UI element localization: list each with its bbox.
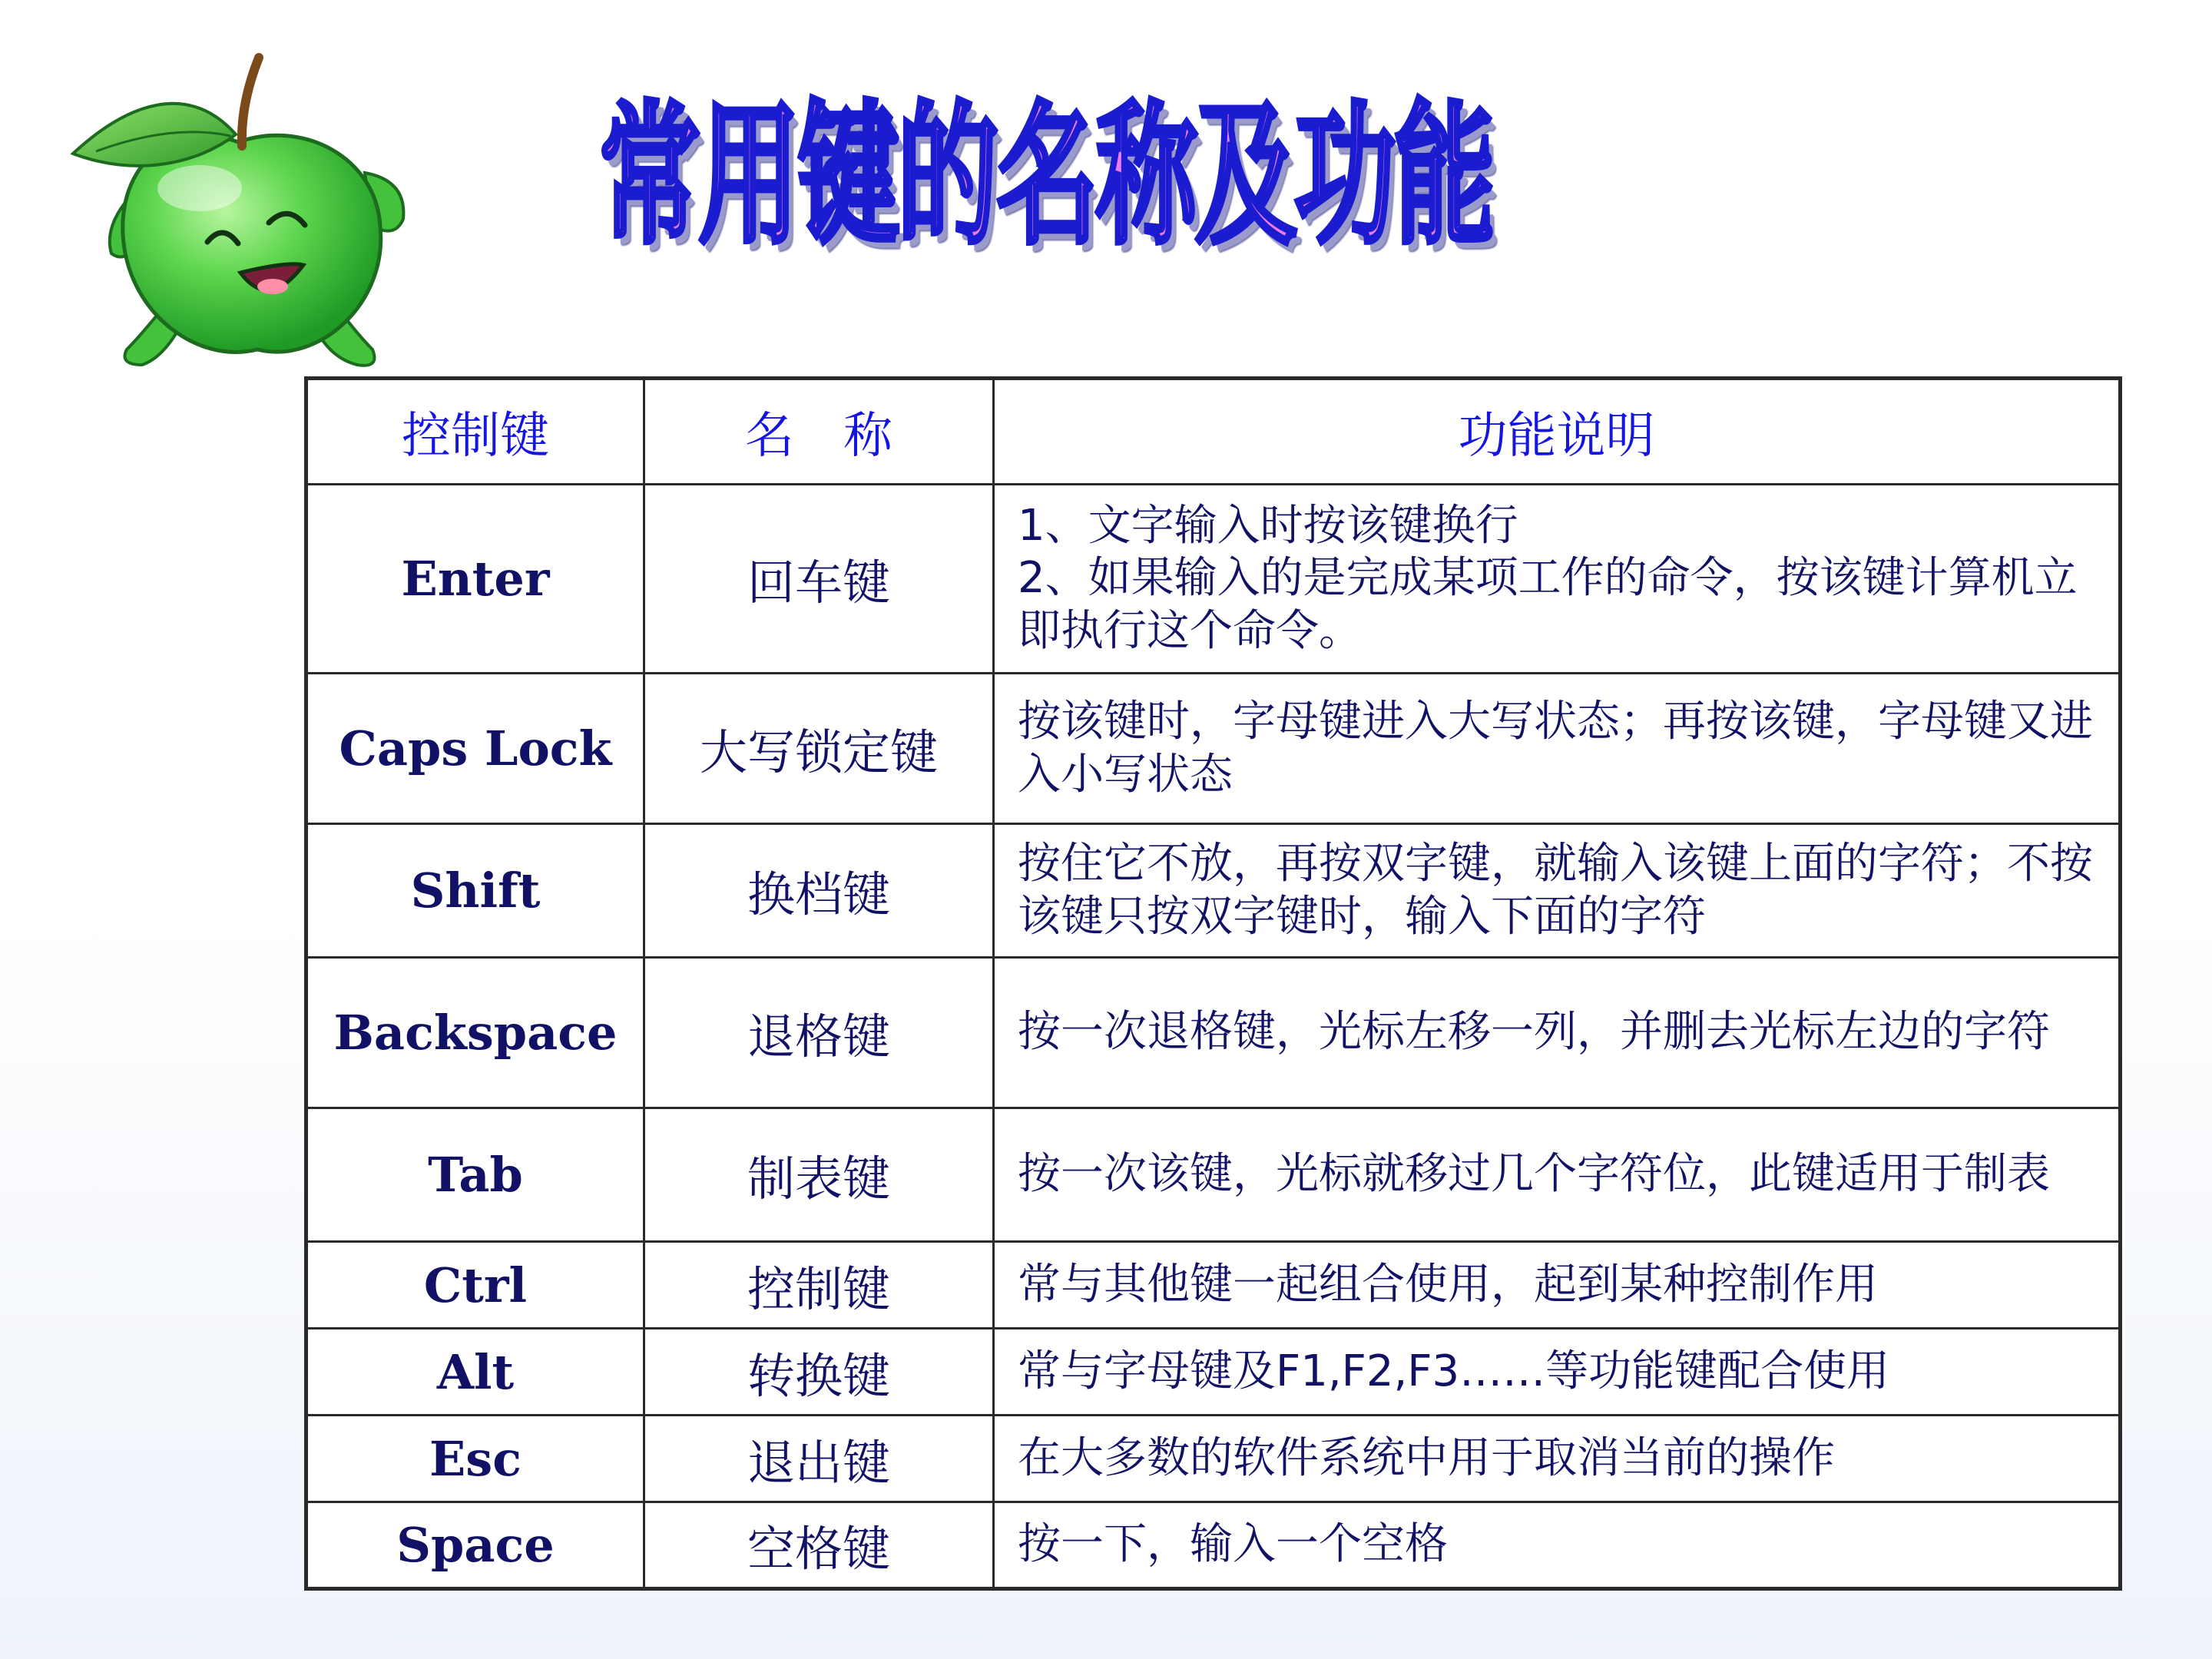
desc-line: 按一次退格键，光标左移一列，并删去光标左边的字符 <box>1018 1007 2050 1058</box>
key-cell: Shift <box>306 824 644 958</box>
desc-cell <box>994 824 2121 958</box>
key-cell: Tab <box>306 1108 644 1242</box>
desc-cell <box>994 1416 2121 1502</box>
key-cell: Enter <box>306 485 644 674</box>
table-row <box>306 1242 2121 1329</box>
desc-cell <box>994 674 2121 824</box>
keys-table <box>304 376 2122 1591</box>
desc-cell <box>994 1108 2121 1242</box>
desc-cell <box>994 1329 2121 1416</box>
desc-line: 在大多数的软件系统中用于取消当前的操作 <box>1018 1432 1835 1483</box>
table-row <box>306 1108 2121 1242</box>
desc-line: 按一次该键，光标就移过几个字符位，此键适用于制表 <box>1018 1149 2050 1200</box>
key-cell: Alt <box>306 1329 644 1416</box>
key-cell: Ctrl <box>306 1242 644 1329</box>
key-cell: Backspace <box>306 958 644 1108</box>
desc-cell <box>994 958 2121 1108</box>
header-control-key: 控制键 <box>306 379 644 485</box>
name-cell: 转换键 <box>644 1329 994 1416</box>
header-function: 功能说明 <box>994 379 2121 485</box>
desc-line: 按一下，输入一个空格 <box>1018 1519 1448 1570</box>
desc-line: 常与字母键及F1,F2,F3……等功能键配合使用 <box>1018 1346 1890 1396</box>
desc-line: 按该键时，字母键进入大写状态；再按该键，字母键又进入小写状态 <box>1018 697 2093 800</box>
table-row <box>306 824 2121 958</box>
page-title: 常用键的名称及功能 <box>599 87 1494 266</box>
name-cell: 空格键 <box>644 1502 994 1589</box>
table-row <box>306 1416 2121 1502</box>
name-cell: 控制键 <box>644 1242 994 1329</box>
name-cell: 回车键 <box>644 485 994 674</box>
desc-line: 按住它不放，再按双字键，就输入该键上面的字符；不按该键只按双字键时，输入下面的字符 <box>1018 839 2093 942</box>
table-row <box>306 958 2121 1108</box>
desc-line: 1、文字输入时按该键换行 <box>1018 501 1518 551</box>
green-apple-mascot-icon <box>58 42 419 380</box>
desc-line: 2、如果输入的是完成某项工作的命令，按该键计算机立即执行这个命令。 <box>1018 553 2078 656</box>
name-cell: 换档键 <box>644 824 994 958</box>
table-row <box>306 1502 2121 1589</box>
key-cell: Space <box>306 1502 644 1589</box>
desc-line: 常与其他键一起组合使用，起到某种控制作用 <box>1018 1259 1878 1310</box>
desc-cell <box>994 1502 2121 1589</box>
name-cell: 大写锁定键 <box>644 674 994 824</box>
desc-cell <box>994 485 2121 674</box>
key-cell: Esc <box>306 1416 644 1502</box>
table-header-row <box>306 379 2121 485</box>
name-cell: 制表键 <box>644 1108 994 1242</box>
desc-cell <box>994 1242 2121 1329</box>
table-row <box>306 1329 2121 1416</box>
header-name: 名 称 <box>644 379 994 485</box>
name-cell: 退格键 <box>644 958 994 1108</box>
key-cell: Caps Lock <box>306 674 644 824</box>
table-row <box>306 674 2121 824</box>
name-cell: 退出键 <box>644 1416 994 1502</box>
table-row <box>306 485 2121 674</box>
